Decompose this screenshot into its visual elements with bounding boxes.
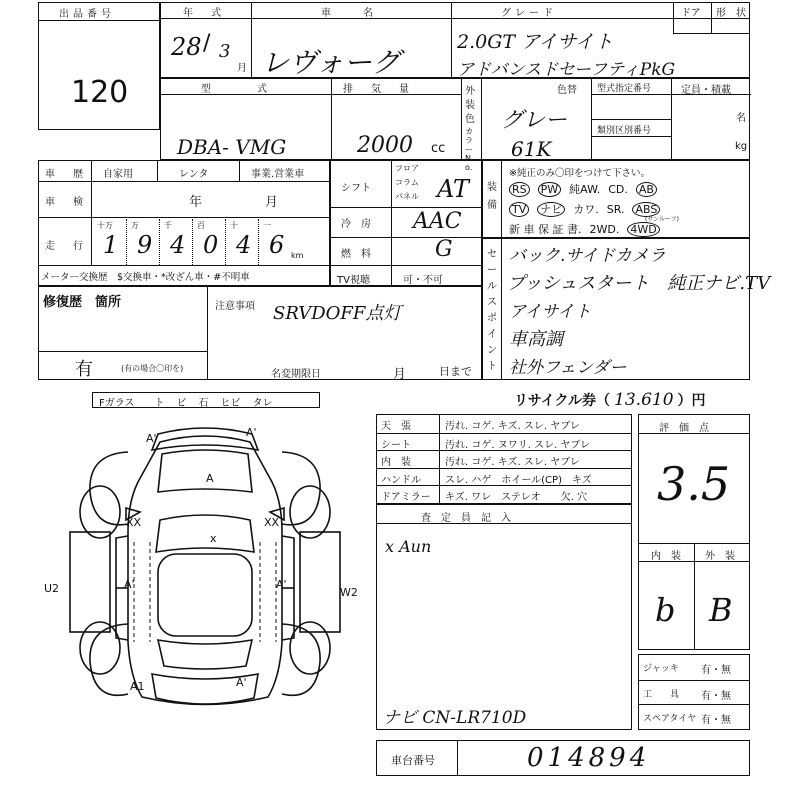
damage-mark: A1 [130, 680, 145, 693]
condition-label: 天 張 [381, 421, 411, 432]
color-no-value: 61K [511, 137, 552, 161]
name-label: 車 名 [321, 8, 377, 19]
year-value: 28 [171, 33, 202, 61]
condition-options: キズ. ワレ ステレオ 欠. 穴 [445, 492, 588, 504]
displacement-label: 排 気 量 [343, 84, 413, 95]
ac-label: 冷 房 [341, 219, 371, 230]
inspection-label: 車 検 [45, 197, 87, 208]
load-unit: kg [735, 141, 748, 152]
odometer-digit-value: 6 [269, 231, 285, 259]
score-label: 評 価 点 [659, 423, 709, 434]
interior-score: b [655, 591, 676, 629]
grade-line1: 2.0GT アイサイト [457, 31, 614, 53]
caution-label: 注意事項 [215, 301, 255, 312]
inspector-label: 査 定 員 記 入 [421, 513, 511, 524]
inspection-month-unit: 月 [265, 195, 279, 210]
sales-point-4: 車高調 [509, 329, 563, 350]
sales-points-box [482, 238, 771, 380]
odometer-digit-label: 一 [263, 221, 271, 230]
class-label: 類別区別番号 [597, 126, 652, 136]
damage-mark: XX [264, 516, 280, 529]
condition-label: 内 装 [381, 457, 411, 469]
odometer-digit-value: 0 [203, 231, 219, 259]
lot-number: 120 [71, 75, 129, 110]
equipment-item: PW [538, 182, 562, 197]
year-label: 年 式 [183, 8, 225, 19]
odometer-digit-value: 4 [170, 231, 186, 259]
repair-note: (有の場合〇印を) [121, 364, 184, 373]
damage-mark: A' [146, 432, 157, 445]
ext-color-label: 外装色 [465, 86, 475, 125]
odometer-digit-label: 百 [197, 221, 205, 230]
shift-value: AT [437, 175, 470, 203]
glass-items [99, 394, 284, 409]
tool-label: ジャッキ [643, 664, 679, 674]
displacement-value: 2000 [357, 133, 413, 158]
ac-value: AAC [413, 209, 462, 234]
condition-row [377, 415, 631, 433]
odometer-digit [93, 219, 126, 265]
odometer-digit-label: 十万 [97, 221, 113, 230]
sales-point-2: プッシュスタート 純正ナビ.TV [507, 273, 771, 294]
condition-label: ハンドル [381, 474, 421, 486]
condition-table [376, 414, 632, 504]
equipment-item: カワ. [573, 203, 599, 216]
shift-option-panel: パネル [395, 192, 419, 201]
door-label: ドア [681, 8, 701, 19]
score-box [638, 414, 750, 650]
lot-box [38, 2, 160, 130]
tool-label: スペアタイヤ [643, 714, 697, 725]
month-value: 3 [219, 41, 231, 62]
condition-options: 汚れ. コゲ. キズ. スレ. ヤブレ [445, 421, 580, 432]
equipment-box [482, 160, 750, 238]
repair-value: 有 [75, 359, 93, 380]
odometer-digit-label: 万 [131, 221, 139, 230]
model-label: 型 式 [201, 84, 271, 95]
damage-mark: A' [276, 578, 287, 591]
deadline-month-unit: 月 [393, 367, 407, 382]
damage-mark: XX [126, 516, 142, 529]
equipment-item: ナビ [537, 202, 565, 217]
tv-label: TV視聴 [337, 275, 370, 286]
equipment-item: 純AW. [569, 183, 601, 196]
odometer-digit [159, 219, 192, 265]
repair-label: 修復歴 箇所 [43, 295, 122, 310]
history-option-private: 自家用 [103, 169, 133, 180]
color-change-label: 色替 [557, 85, 577, 96]
capacity-label: 定員・積載 [681, 85, 731, 96]
repair-box [38, 286, 482, 380]
equipment-note: ※純正のみ〇印をつけて下さい。 [509, 168, 650, 179]
car-diagram [40, 412, 370, 722]
condition-options: スレ. ハゲ ホイール(CP) キズ [445, 474, 592, 486]
equipment-item: 2WD. [589, 223, 620, 236]
exterior-label: 外 装 [705, 551, 735, 562]
tool-row [639, 704, 749, 729]
tool-options: 有・無 [701, 665, 731, 676]
recycle-row [514, 390, 706, 410]
damage-mark: U2 [44, 582, 60, 595]
car-name: レヴォーグ [261, 46, 400, 79]
recycle-label: リサイクル券（ [514, 393, 611, 409]
equipment-item: TV [509, 202, 529, 217]
equipment-item: SR. [606, 203, 625, 216]
equipment-item: 4WD [627, 222, 659, 237]
shape-label: 形 状 [716, 8, 746, 19]
equipment-row-1 [509, 181, 665, 197]
tools-box [638, 654, 750, 730]
odometer-digit-value: 9 [137, 231, 153, 259]
shift-option-column: コラム [395, 178, 419, 187]
chassis-label: 車台番号 [391, 754, 435, 767]
tool-label: 工 具 [643, 689, 680, 700]
equipment-item: RS [509, 182, 530, 197]
damage-mark: x [210, 532, 217, 545]
equipment-label: 装備 [487, 182, 497, 211]
glass-item: 石 [198, 398, 209, 409]
odometer-digit-value: 1 [103, 231, 119, 259]
grade-label: グレード [501, 8, 557, 19]
km-unit: km [291, 251, 304, 260]
glass-item: ヒビ [220, 398, 241, 409]
shift-option-floor: フロア [395, 164, 419, 173]
condition-row [377, 485, 631, 503]
vehicle-header: 年 式 車 名 グレード ドア 形 状 28 / 3 月 レヴォーグ 2.0GT アイサイト アドバンスドセーフティPkG [160, 2, 750, 78]
odometer-digit-label: 千 [164, 221, 172, 230]
equipment-item: AB [636, 182, 657, 197]
damage-mark: W2 [340, 586, 358, 599]
glass-legend [92, 392, 320, 408]
sunroof-note: (サンルーフ) [645, 216, 679, 223]
model-value: DBA- VMG [177, 135, 287, 159]
history-option-business: 事業.営業車 [251, 169, 305, 180]
tv-options: 可・不可 [403, 275, 443, 286]
score-value: 3.5 [657, 457, 731, 511]
tool-options: 有・無 [701, 690, 731, 702]
equipment-row-3 [509, 221, 668, 237]
odometer-digit-value: 4 [236, 231, 252, 259]
grade-line2: アドバンスドセーフティPkG [457, 60, 676, 80]
fuel-value: G [435, 237, 453, 262]
shift-box [330, 160, 482, 286]
damage-mark: A' [124, 578, 135, 591]
caution-value: SRVDOFF点灯 [273, 303, 402, 324]
exterior-score: B [709, 591, 733, 629]
tool-row [639, 680, 749, 705]
condition-row [377, 468, 631, 486]
chassis-box [376, 740, 750, 776]
sales-point-5: 社外フェンダー [509, 358, 627, 378]
history-option-rental: レンタ [179, 169, 209, 180]
odometer-digit [258, 219, 291, 265]
displacement-unit: cc [431, 141, 446, 156]
capacity-unit: 名 [736, 113, 746, 124]
lot-label: 出品番号 [59, 9, 115, 20]
meter-note: メーター交換歴 $交換車・*改ざん車・#不明車 [41, 272, 250, 283]
equipment-item: CD. [608, 183, 628, 196]
glass-item: タレ [252, 398, 273, 409]
history-label: 車 歴 [45, 169, 87, 180]
sales-points-label: セールスポイント [487, 249, 497, 372]
odometer-digit [192, 219, 225, 265]
equipment-item: 新 車 保 証 書. [509, 223, 582, 236]
condition-row [377, 450, 631, 468]
inspector-handwritten: x Aun [385, 537, 432, 556]
damage-mark: A' [246, 426, 257, 439]
damage-mark: A' [236, 676, 247, 689]
recycle-value: 13.610 [614, 390, 674, 410]
sales-point-1: バック.サイドカメラ [509, 246, 666, 266]
month-unit: 月 [237, 63, 247, 74]
history-box [38, 160, 330, 286]
interior-label: 内 装 [651, 551, 681, 562]
fuel-label: 燃 料 [341, 249, 371, 260]
navi-note: ナビ CN-LR710D [383, 708, 527, 728]
damage-mark: A [206, 472, 214, 485]
sales-point-3: アイサイト [509, 302, 592, 322]
condition-options: 汚れ. コゲ. キズ. スレ. ヤブレ [445, 457, 580, 469]
odometer [93, 219, 293, 265]
condition-row [377, 433, 631, 451]
tool-row [639, 655, 749, 680]
odometer-digit [225, 219, 258, 265]
inspector-box [376, 504, 632, 730]
deadline-label: 名変期限日 [271, 369, 321, 380]
recycle-unit: ）円 [677, 393, 706, 409]
glass-item: Fガラス [99, 398, 135, 409]
type-cert-label: 型式指定番号 [597, 84, 652, 94]
glass-item: ト [154, 398, 165, 409]
mileage-label: 走 行 [45, 241, 87, 252]
condition-label: シート [381, 439, 411, 451]
glass-item: ビ [176, 398, 187, 409]
shift-label: シフト [341, 183, 371, 194]
odometer-digit [126, 219, 159, 265]
condition-label: ドアミラー [381, 492, 431, 504]
color-no-label: カラーNo. [465, 127, 473, 172]
tool-options: 有・無 [701, 715, 731, 727]
chassis-number: 014894 [527, 743, 651, 773]
odometer-digit-label: 十 [230, 221, 238, 230]
color-value: グレー [501, 108, 568, 133]
deadline-day-unit: 日まで [439, 365, 472, 378]
condition-options: 汚れ. コゲ. ヌワリ. スレ. ヤブレ [445, 439, 591, 451]
inspection-year-unit: 年 [189, 195, 203, 210]
equipment-item: ABS [632, 202, 660, 217]
